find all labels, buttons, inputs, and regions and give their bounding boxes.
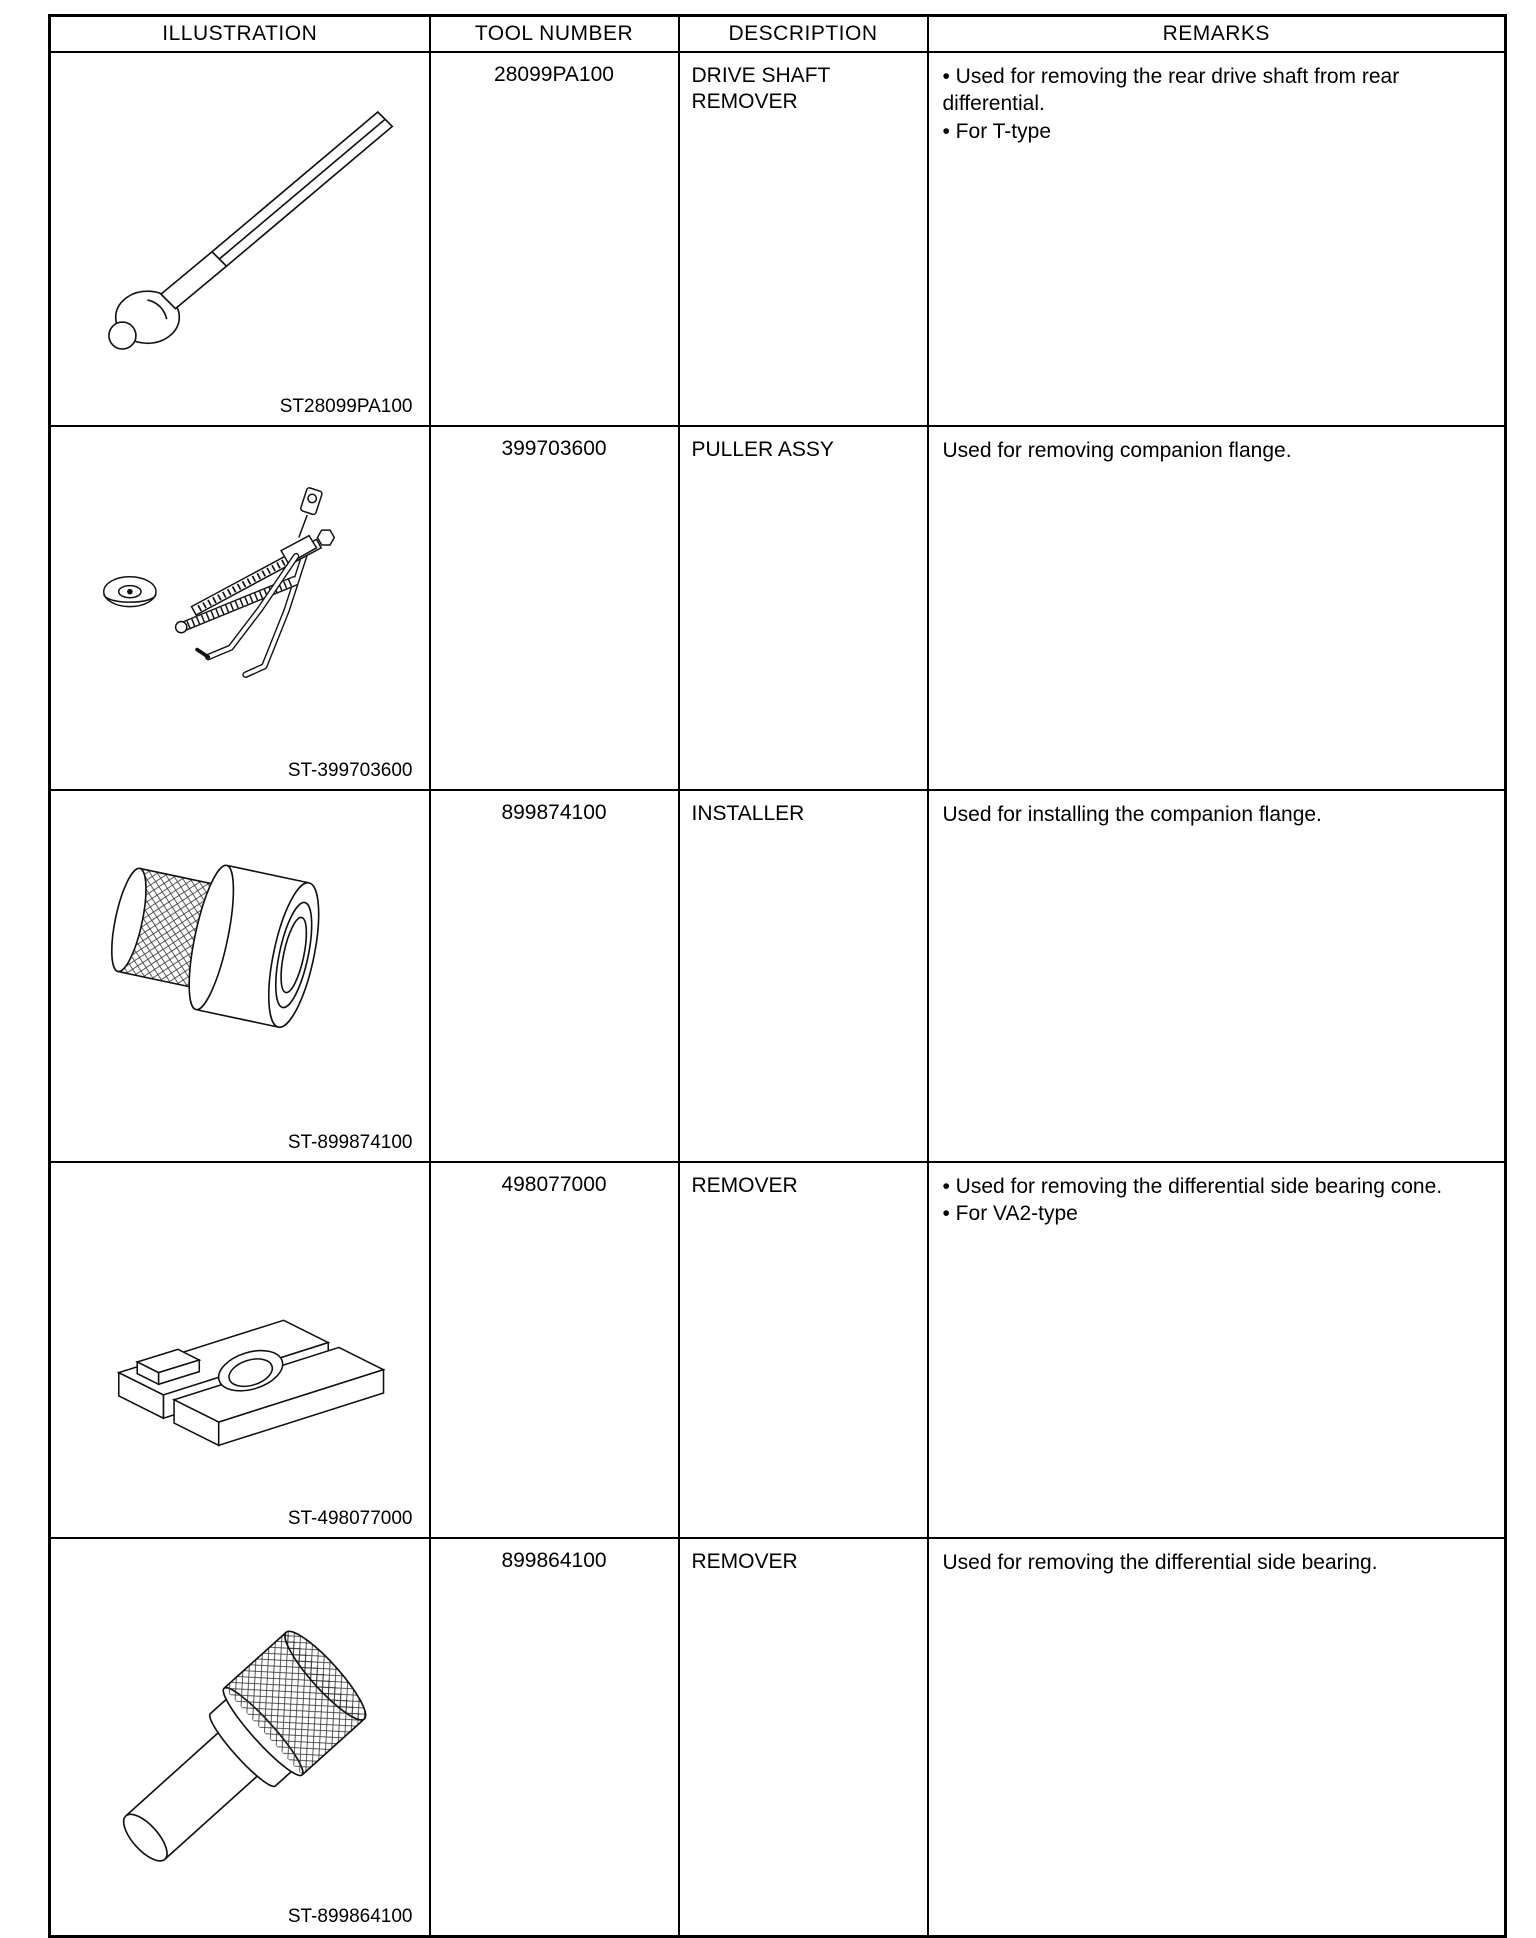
installer-illustration [65, 797, 415, 1113]
column-header-description: DESCRIPTION [679, 16, 928, 53]
illustration-code-label: ST-399703600 [287, 760, 413, 781]
column-header-tool-number: TOOL NUMBER [430, 16, 679, 53]
illustration-code-label: ST-899874100 [287, 1132, 413, 1153]
illustration-cell [50, 52, 430, 426]
remark-line: • Used for removing the rear drive shaft from rear differential. [942, 65, 1400, 116]
description-cell [679, 426, 928, 790]
description-cell [679, 1162, 928, 1538]
remark-line: • For VA2-type [942, 1202, 1078, 1226]
puller-assy-illustration [65, 433, 415, 741]
remarks-cell [928, 790, 1506, 1162]
illustration-cell [50, 790, 430, 1162]
tool-number-cell: 399703600 [430, 426, 679, 790]
tool-number-cell: 28099PA100 [430, 52, 679, 426]
description-text: PULLER ASSY [691, 438, 834, 461]
table-row [50, 1162, 1506, 1538]
remarks-cell [928, 426, 1506, 790]
description-cell [679, 1538, 928, 1936]
illustration-code-label: ST28099PA100 [279, 396, 413, 417]
side-bearing-remover-illustration [65, 1545, 415, 1885]
description-cell [679, 790, 928, 1162]
column-header-illustration: ILLUSTRATION [50, 16, 430, 53]
column-header-remarks: REMARKS [928, 16, 1506, 53]
description-text: INSTALLER [691, 802, 805, 825]
illustration-cell [50, 426, 430, 790]
description-text: DRIVE SHAFT REMOVER [691, 64, 830, 114]
tool-number-cell: 899864100 [430, 1538, 679, 1936]
remark-line: Used for installing the companion flange. [942, 803, 1322, 826]
tool-number-cell: 899874100 [430, 790, 679, 1162]
remark-line: Used for removing the differential side bearing. [942, 1551, 1378, 1574]
description-cell [679, 52, 928, 426]
illustration-cell [50, 1162, 430, 1538]
table-row [50, 790, 1506, 1162]
remarks-cell [928, 1162, 1506, 1538]
remarks-cell [928, 1538, 1506, 1936]
header-row [50, 16, 1506, 53]
illustration-code-label: ST-498077000 [287, 1508, 413, 1529]
description-text: REMOVER [691, 1174, 798, 1197]
table-row [50, 426, 1506, 790]
remark-line: • Used for removing the differential side bearing cone. [942, 1175, 1443, 1198]
drive-shaft-remover-illustration [65, 59, 415, 377]
side-bearing-cone-remover-illustration [65, 1169, 415, 1489]
illustration-code-label: ST-899864100 [287, 1905, 413, 1927]
table-row [50, 52, 1506, 426]
remark-line: • For T-type [942, 119, 1051, 143]
table-row [50, 1538, 1506, 1936]
illustration-cell [50, 1538, 430, 1936]
remarks-cell [928, 52, 1506, 426]
tool-number-cell: 498077000 [430, 1162, 679, 1538]
description-text: REMOVER [691, 1550, 798, 1573]
remark-line: Used for removing companion flange. [942, 439, 1292, 462]
special-tools-table [48, 14, 1507, 1938]
